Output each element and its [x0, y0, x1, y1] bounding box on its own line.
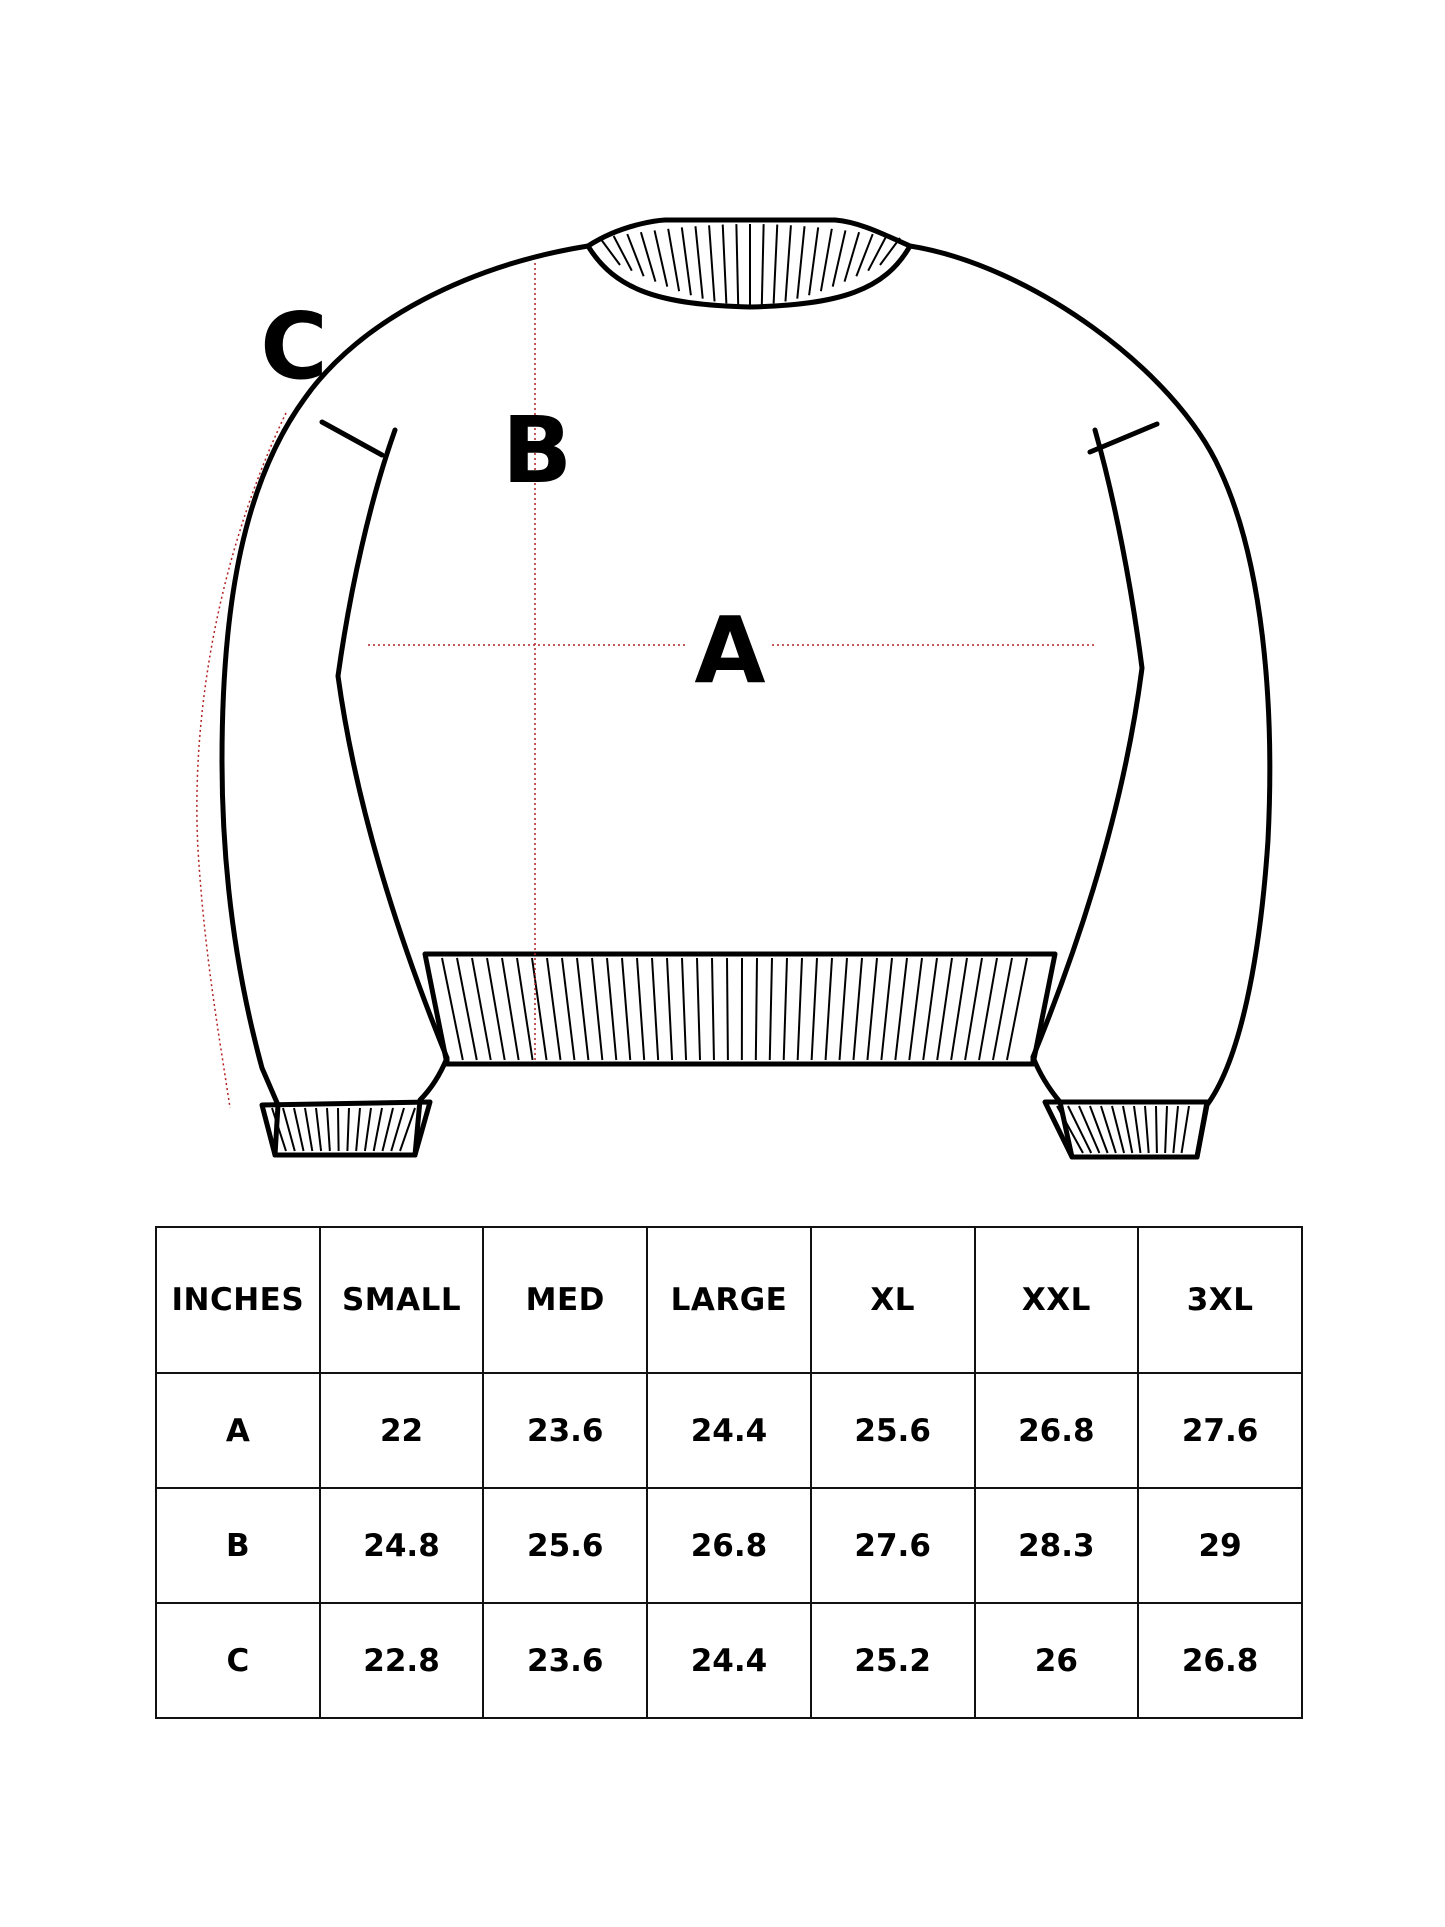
rib-line: [965, 958, 982, 1060]
rib-line: [562, 958, 574, 1060]
rib-line: [937, 958, 952, 1060]
rib-line: [1182, 1106, 1189, 1153]
rib-line: [382, 1108, 393, 1151]
table-row: [156, 1603, 1302, 1718]
rib-line: [909, 958, 922, 1060]
rib-line: [809, 227, 818, 295]
rib-line: [821, 229, 832, 291]
rib-line: [356, 1108, 360, 1151]
rib-line: [979, 958, 997, 1060]
header-cell: LARGE: [647, 1227, 811, 1373]
table-cell: 23.6: [483, 1603, 647, 1718]
header-cell: SMALL: [320, 1227, 484, 1373]
rib-line: [338, 1108, 339, 1151]
table-cell: 24.4: [647, 1373, 811, 1488]
rib-line: [798, 958, 802, 1060]
rib-line: [856, 234, 872, 276]
rib-line: [756, 958, 757, 1060]
rib-line: [812, 958, 817, 1060]
rib-line: [592, 958, 602, 1060]
size-chart-table: [155, 1226, 1303, 1719]
rib-line: [895, 958, 907, 1060]
measurement-guides: [197, 263, 1095, 1108]
rib-line: [712, 958, 714, 1060]
rib-line: [487, 958, 505, 1060]
rib-line: [327, 1108, 330, 1151]
header-cell: MED: [483, 1227, 647, 1373]
row-label: C: [156, 1603, 320, 1718]
rib-line: [547, 958, 560, 1060]
label-b: B: [501, 397, 573, 504]
rib-line: [1134, 1106, 1140, 1153]
rib-line: [853, 958, 862, 1060]
rib-line: [502, 958, 519, 1060]
rib-line: [1145, 1106, 1149, 1153]
rib-line: [1090, 1106, 1108, 1153]
rib-line: [695, 226, 702, 298]
rib-line: [784, 958, 787, 1060]
table-cell: 24.4: [647, 1603, 811, 1718]
rib-line: [305, 1108, 312, 1151]
rib-line: [736, 224, 738, 304]
rib-line: [1165, 1106, 1167, 1153]
left-sleeve-seam: [322, 422, 382, 455]
table-cell: 28.3: [975, 1488, 1139, 1603]
header-cell: INCHES: [156, 1227, 320, 1373]
header-cell: XXL: [975, 1227, 1139, 1373]
rib-line: [622, 958, 630, 1060]
row-label: A: [156, 1373, 320, 1488]
table-cell: 26.8: [647, 1488, 811, 1603]
table-cell: 23.6: [483, 1373, 647, 1488]
table-cell: 25.6: [483, 1488, 647, 1603]
rib-line: [774, 225, 778, 304]
label-a: A: [694, 597, 766, 704]
rib-line: [374, 1108, 382, 1151]
label-c: C: [260, 293, 328, 400]
rib-line: [637, 958, 644, 1060]
rib-line: [652, 958, 658, 1060]
table-cell: 25.6: [811, 1373, 975, 1488]
rib-line: [1173, 1106, 1178, 1153]
table-cell: 24.8: [320, 1488, 484, 1603]
rib-line: [951, 958, 967, 1060]
rib-line: [1156, 1106, 1157, 1153]
rib-line: [365, 1108, 371, 1151]
header-cell: 3XL: [1138, 1227, 1302, 1373]
rib-line: [532, 958, 547, 1060]
table-cell: 25.2: [811, 1603, 975, 1718]
table-cell: 27.6: [811, 1488, 975, 1603]
table-cell: 26.8: [975, 1373, 1139, 1488]
rib-line: [655, 230, 668, 286]
rib-line: [682, 958, 686, 1060]
table-cell: 26.8: [1138, 1603, 1302, 1718]
table-cell: 26: [975, 1603, 1139, 1718]
rib-line: [723, 225, 727, 304]
table-row: [156, 1373, 1302, 1488]
rib-line: [923, 958, 937, 1060]
rib-line: [607, 958, 616, 1060]
rib-line: [727, 958, 728, 1060]
rib-line: [881, 958, 892, 1060]
rib-line: [697, 958, 700, 1060]
rib-line: [826, 958, 832, 1060]
header-cell: XL: [811, 1227, 975, 1373]
rib-line: [1123, 1106, 1132, 1153]
rib-line: [833, 230, 846, 286]
table-cell: 22.8: [320, 1603, 484, 1718]
rib-line: [627, 234, 643, 276]
table-cell: 29: [1138, 1488, 1302, 1603]
rib-line: [577, 958, 588, 1060]
rib-line: [668, 229, 679, 291]
row-label: B: [156, 1488, 320, 1603]
rib-line: [517, 958, 533, 1060]
rib-line: [797, 226, 804, 298]
rib-line: [682, 227, 691, 295]
table-header-row: [156, 1227, 1302, 1373]
rib-line: [1079, 1106, 1099, 1153]
table-row: [156, 1488, 1302, 1603]
rib-line: [294, 1108, 304, 1151]
rib-line: [316, 1108, 321, 1151]
rib-line: [667, 958, 672, 1060]
guide-c: [197, 413, 286, 1108]
left-cuff: [262, 1102, 430, 1155]
table-cell: 27.6: [1138, 1373, 1302, 1488]
rib-line: [709, 225, 714, 301]
rib-line: [867, 958, 877, 1060]
rib-line: [347, 1108, 349, 1151]
table-cell: 22: [320, 1373, 484, 1488]
rib-line: [840, 958, 847, 1060]
rib-line: [785, 225, 790, 301]
rib-line: [762, 224, 764, 304]
rib-line: [770, 958, 772, 1060]
